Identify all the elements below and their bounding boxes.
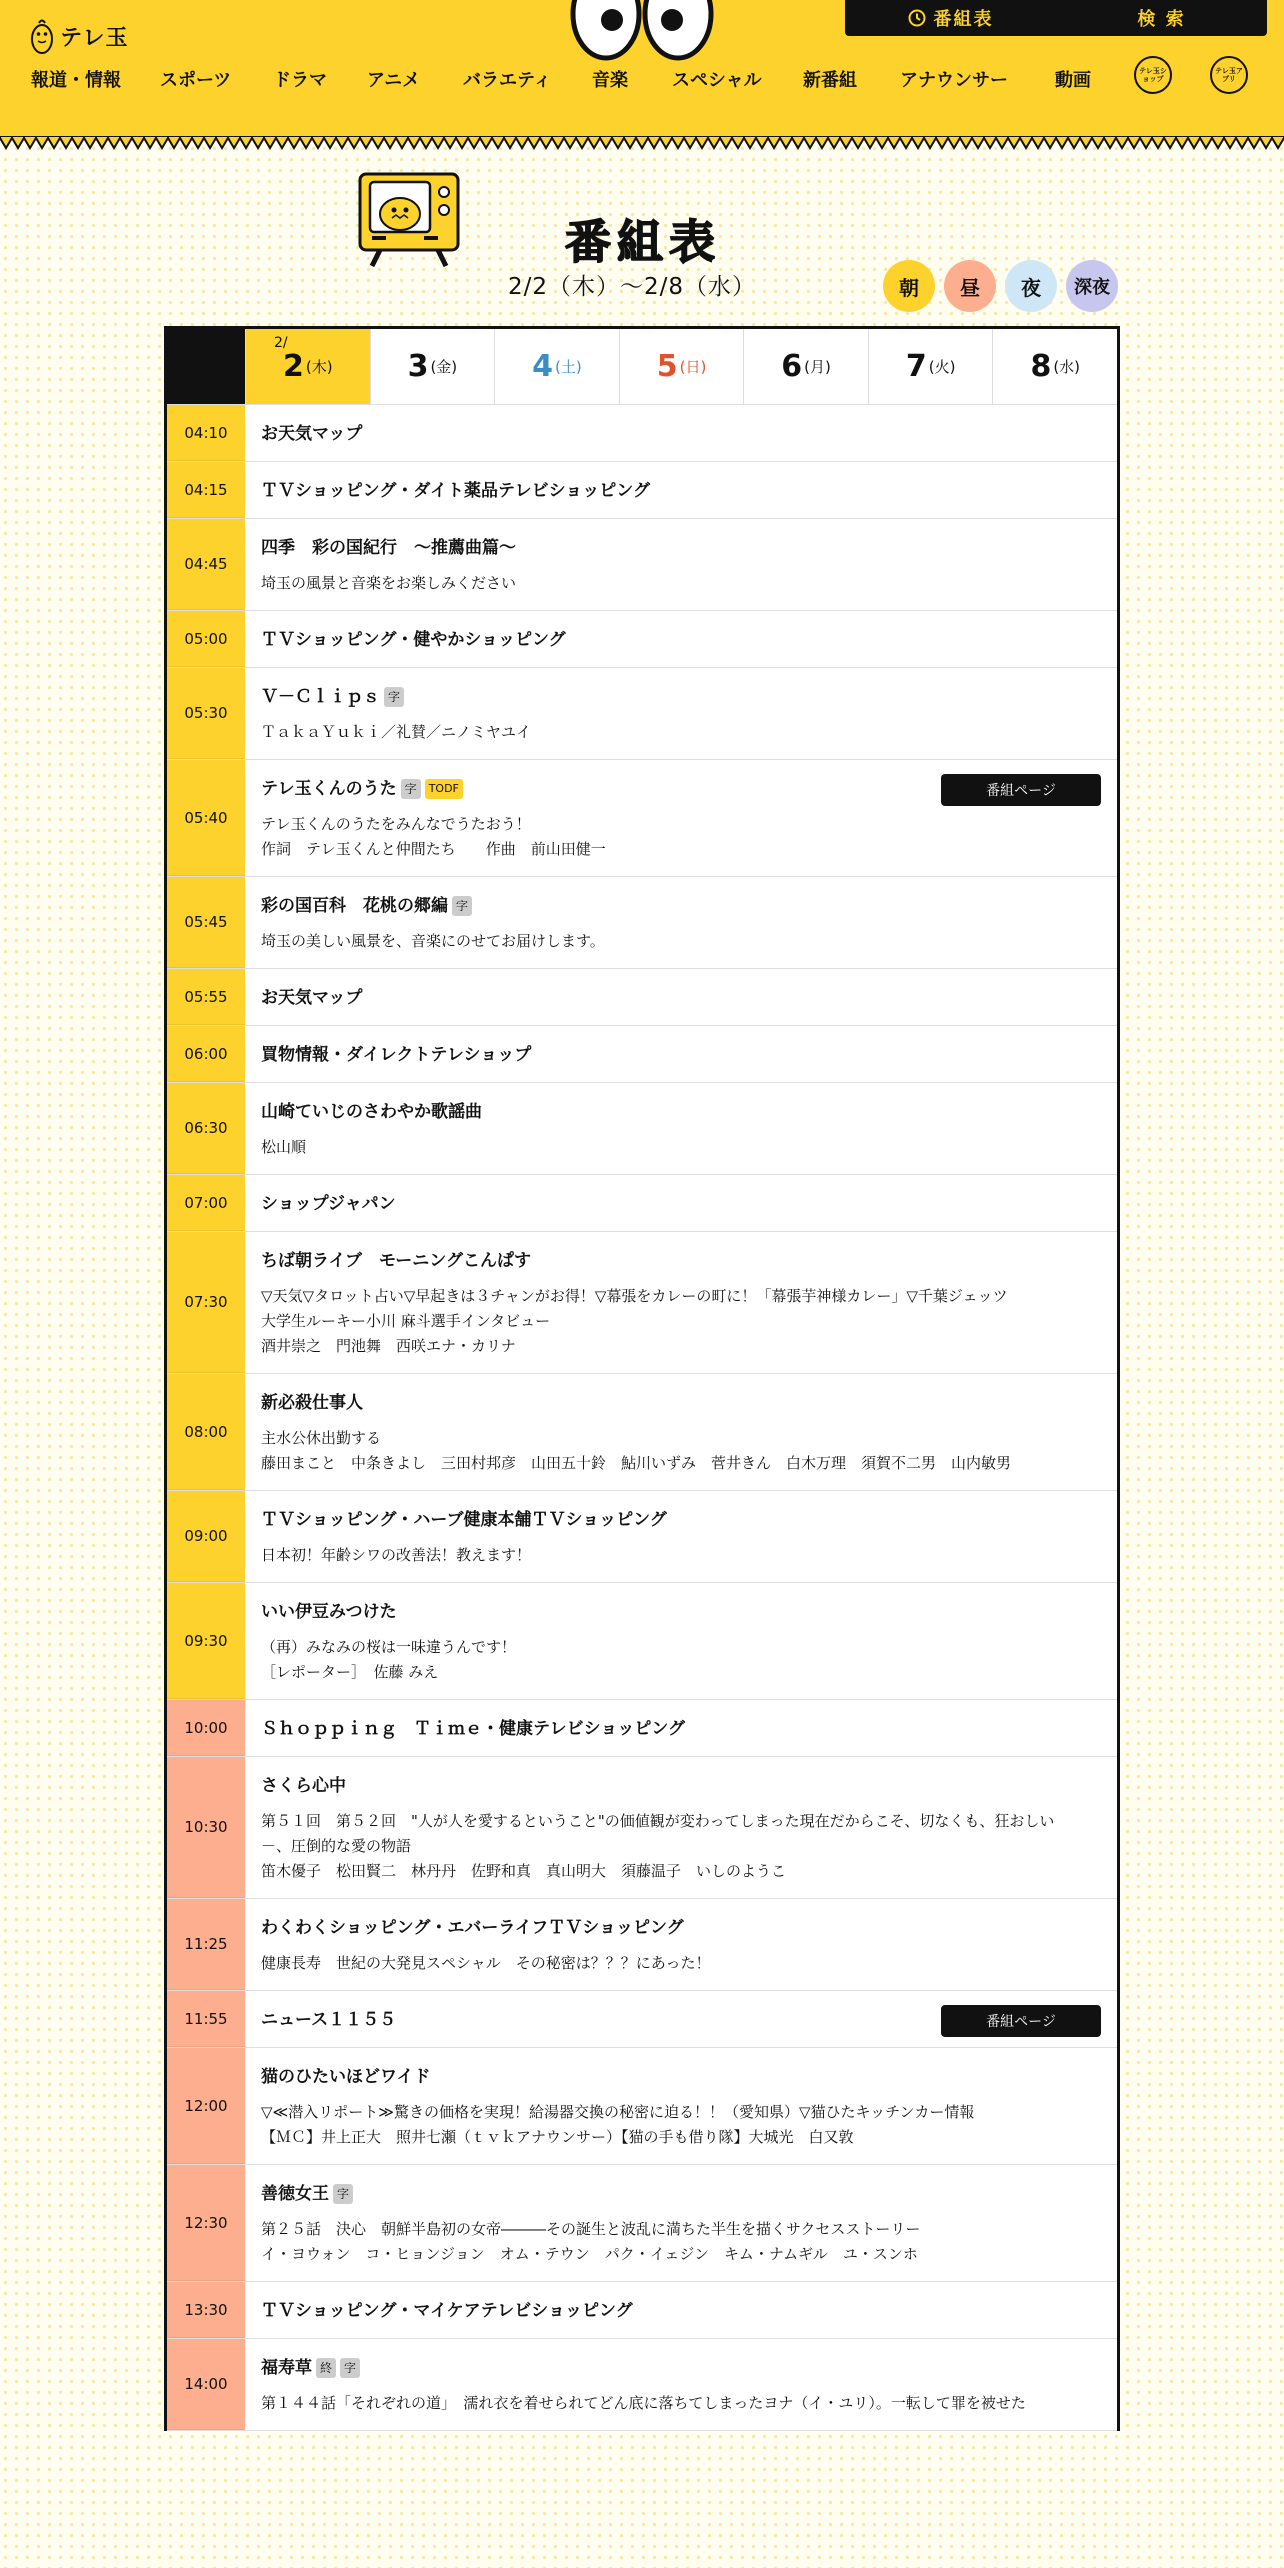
day-tab-number: 4 (532, 349, 554, 384)
program-row (167, 1757, 1117, 1899)
day-tab-3[interactable] (370, 329, 495, 404)
program-title[interactable] (261, 1507, 1099, 1533)
clock-icon (908, 9, 926, 27)
program-row (167, 1374, 1117, 1491)
time-of-day-label: 深夜 (1074, 277, 1110, 298)
program-body (245, 1374, 1117, 1490)
program-title[interactable] (261, 1773, 1099, 1799)
date-range: 2/2（木）〜2/8（水） (508, 274, 757, 300)
time-of-day-evening-button[interactable] (1005, 260, 1057, 312)
program-body (245, 668, 1117, 759)
time-of-day-morning-button[interactable] (883, 260, 935, 312)
day-tab-number: 6 (781, 349, 803, 384)
day-tabs (167, 329, 1117, 405)
program-title[interactable] (261, 684, 1099, 710)
tv-mascot-illustration (354, 168, 464, 268)
program-title-text: ＴＶショッピング・マイケアテレビショッピング (261, 2301, 633, 2321)
program-time: 05:40 (167, 760, 245, 876)
nav-item-variety[interactable]: バラエティ (463, 70, 552, 91)
todf-badge: TODF (425, 779, 463, 799)
program-description: ▽天気▽タロット占い▽早起きは３チャンがお得！▽幕張をカレーの町に！「幕張芋神様カレー」▽千葉ジェッツ 大学生ルーキー小川 麻斗選手インタビュー 酒井崇之 門池舞 西咲エナ・カリナ (261, 1287, 1008, 1355)
program-body (245, 1491, 1117, 1582)
program-body (245, 1899, 1117, 1990)
program-time: 09:30 (167, 1583, 245, 1699)
program-row (167, 1583, 1117, 1700)
program-body (245, 1583, 1117, 1699)
program-list (167, 405, 1117, 2431)
time-of-day-late-night-button[interactable] (1066, 260, 1118, 312)
page-title: 番組表 (565, 215, 721, 269)
program-title[interactable] (261, 535, 1099, 561)
schedule-button-label: 番組表 (933, 9, 994, 30)
day-tab-weekday: (金) (430, 358, 458, 376)
program-title[interactable] (261, 478, 1099, 504)
program-time: 07:00 (167, 1175, 245, 1231)
program-title-text: 山崎ていじのさわやか歌謡曲 (261, 1102, 482, 1122)
program-time: 12:00 (167, 2048, 245, 2164)
program-time: 11:25 (167, 1899, 245, 1990)
program-page-button[interactable]: 番組ページ (941, 774, 1101, 806)
day-tabs-corner (167, 329, 245, 404)
program-description: 健康長寿 世紀の大発見スペシャル その秘密は？？？にあった！ (261, 1954, 711, 1972)
program-badge: 字 (333, 2184, 353, 2204)
day-tab-weekday: (木) (305, 358, 333, 376)
day-tab-number: 8 (1030, 349, 1052, 384)
program-description: 第１４４話「それぞれの道」 濡れ衣を着せられてどん底に落ちてしまったヨナ（イ・ユリ）。一転して罪を被せた (261, 2394, 1026, 2412)
program-time: 11:55 (167, 1991, 245, 2047)
program-row (167, 2048, 1117, 2165)
day-tab-number: 7 (905, 349, 927, 384)
program-title[interactable] (261, 1915, 1099, 1941)
program-description: 日本初！年齢シワの改善法！教えます！ (261, 1546, 532, 1564)
program-time: 06:00 (167, 1026, 245, 1082)
program-row (167, 1026, 1117, 1083)
logo-text: テレ玉 (60, 25, 129, 51)
program-title-text: ニュース１１５５ (261, 2010, 397, 2030)
program-body (245, 2165, 1117, 2281)
program-title-text: Ｓｈｏｐｐｉｎｇ Ｔｉｍｅ・健康テレビショッピング (261, 1719, 685, 1739)
program-body (245, 2048, 1117, 2164)
program-badge: 字 (384, 687, 404, 707)
program-title-text: わくわくショッピング・エバーライフＴＶショッピング (261, 1918, 684, 1938)
program-time: 05:30 (167, 668, 245, 759)
nav-item-new-programs[interactable]: 新番組 (803, 70, 857, 91)
program-row (167, 1175, 1117, 1232)
time-of-day-noon-button[interactable] (944, 260, 996, 312)
nav-item-special[interactable]: スペシャル (672, 70, 762, 91)
program-title-text: 四季 彩の国紀行 ～推薦曲篇～ (261, 538, 516, 558)
program-time: 10:30 (167, 1757, 245, 1898)
program-body (245, 1026, 1117, 1082)
program-title-text: 買物情報・ダイレクトテレショップ (261, 1045, 532, 1065)
program-title[interactable] (261, 893, 1099, 919)
site-header (0, 0, 1284, 138)
program-row (167, 969, 1117, 1026)
program-title[interactable] (261, 421, 1099, 447)
program-time: 12:30 (167, 2165, 245, 2281)
program-row (167, 462, 1117, 519)
program-row (167, 2339, 1117, 2431)
program-time: 05:55 (167, 969, 245, 1025)
day-tab-number: 3 (407, 349, 429, 384)
day-tab-weekday: (水) (1053, 358, 1081, 376)
program-body (245, 1232, 1117, 1373)
program-time: 04:15 (167, 462, 245, 518)
program-time: 08:00 (167, 1374, 245, 1490)
day-tab-8[interactable] (992, 329, 1117, 404)
program-body (245, 2282, 1117, 2338)
program-row (167, 611, 1117, 668)
program-row (167, 1232, 1117, 1374)
program-description: 第２５話 決心 朝鮮半島初の女帝―――その誕生と波乱に満ちた半生を描くサクセスストーリー イ・ヨウォン コ・ヒョンジョン オム・テウン パク・イェジン キム・ナムギル ユ・スンホ (261, 2220, 921, 2263)
program-title-text: ＴＶショッピング・ハーブ健康本舗ＴＶショッピング (261, 1510, 667, 1530)
program-title[interactable] (261, 1191, 1099, 1217)
program-body (245, 969, 1117, 1025)
day-tab-weekday: (日) (679, 358, 707, 376)
program-time: 06:30 (167, 1083, 245, 1174)
program-row (167, 405, 1117, 462)
program-badge: 終 (316, 2358, 336, 2378)
program-row (167, 2282, 1117, 2339)
day-tab-number: 2 (282, 349, 304, 384)
program-description: 松山順 (261, 1138, 307, 1156)
mascot-eyes-icon (568, 0, 716, 62)
app-icon[interactable] (1210, 56, 1248, 94)
program-description: テレ玉くんのうたをみんなでうたおう！ 作詞 テレ玉くんと仲間たち 作曲 前山田健一 (261, 815, 606, 858)
program-body (245, 405, 1117, 461)
program-title-text: 彩の国百科 花桃の郷編 (261, 896, 448, 916)
program-title-text: 新必殺仕事人 (261, 1393, 363, 1413)
program-title[interactable] (261, 2064, 1099, 2090)
search-button-label: 検 索 (1137, 9, 1186, 30)
program-time: 14:00 (167, 2339, 245, 2430)
program-description: 埼玉の美しい風景を、音楽にのせてお届けします。 (261, 932, 605, 950)
program-body (245, 1175, 1117, 1231)
program-title-text: 福寿草 (261, 2358, 312, 2378)
program-body (245, 1083, 1117, 1174)
day-tab-month: 2/ (274, 335, 288, 351)
program-body (245, 462, 1117, 518)
program-row (167, 877, 1117, 969)
top-button-bar (845, 0, 1267, 36)
program-title[interactable] (261, 2181, 1099, 2207)
program-row (167, 668, 1117, 760)
day-tab-7[interactable] (868, 329, 993, 404)
program-body (245, 519, 1117, 610)
time-of-day-label: 朝 (899, 275, 919, 300)
program-row (167, 2165, 1117, 2282)
program-time: 10:00 (167, 1700, 245, 1756)
program-title[interactable] (261, 2298, 1099, 2324)
day-tab-5[interactable] (619, 329, 744, 404)
day-tab-6[interactable] (743, 329, 868, 404)
program-title-text: ＴＶショッピング・健やかショッピング (261, 630, 566, 650)
program-time: 13:30 (167, 2282, 245, 2338)
nav-item-anime[interactable]: アニメ (367, 70, 421, 91)
program-time: 05:45 (167, 877, 245, 968)
program-row (167, 760, 1117, 877)
day-tab-weekday: (月) (804, 358, 831, 376)
program-title-text: Ｖ－Ｃｌｉｐｓ (261, 687, 380, 707)
app-icon-label: テレ玉アプリ (1215, 67, 1243, 83)
program-row (167, 1899, 1117, 1991)
program-description: 主水公休出勤する 藤田まこと 中条きよし 三田村邦彦 山田五十鈴 鮎川いずみ 菅井きん 白木万理 須賀不二男 山内敏男 (261, 1429, 1012, 1472)
program-time: 09:00 (167, 1491, 245, 1582)
program-body (245, 877, 1117, 968)
program-badge: 字 (401, 779, 421, 799)
program-body (245, 1700, 1117, 1756)
program-title[interactable] (261, 627, 1099, 653)
program-title[interactable] (261, 985, 1099, 1011)
search-button[interactable] (1056, 0, 1267, 36)
program-title-text: いい伊豆みつけた (261, 1602, 397, 1622)
program-row (167, 1083, 1117, 1175)
teletama-mascot-icon (30, 17, 54, 55)
program-body (245, 2339, 1117, 2430)
program-badge: 字 (452, 896, 472, 916)
program-title[interactable] (261, 1248, 1099, 1274)
program-title[interactable] (261, 1716, 1099, 1742)
program-title-text: お天気マップ (261, 988, 363, 1008)
nav-item-videos[interactable]: 動画 (1055, 70, 1091, 91)
header-zigzag-border (0, 136, 1284, 150)
time-of-day-label: 昼 (960, 275, 980, 300)
nav-item-sports[interactable]: スポーツ (160, 70, 232, 91)
nav-item-drama[interactable]: ドラマ (273, 70, 327, 91)
shop-icon-label: テレ玉ショップ (1139, 67, 1167, 83)
program-description: （再）みなみの桜は一味違うんです！ ［レポーター］ 佐藤 みえ (261, 1638, 517, 1681)
nav-item-music[interactable]: 音楽 (592, 70, 628, 91)
program-title[interactable] (261, 1599, 1099, 1625)
program-row (167, 1700, 1117, 1757)
program-title-text: 猫のひたいほどワイド (261, 2067, 431, 2087)
day-tab-weekday: (土) (555, 358, 582, 376)
program-description: 第５１回 第５２回 "人が人を愛するということ"の価値観が変わってしまった現在だからこそ、切なくも、狂おしい －、圧倒的な愛の物語 笛木優子 松田賢二 林丹丹 佐野和真 真山明大 須藤温子 いしのようこ (261, 1812, 1055, 1880)
program-row (167, 519, 1117, 611)
program-title-text: 善徳女王 (261, 2184, 329, 2204)
schedule-table (164, 326, 1120, 2431)
program-description: ▽≪潜入リポート≫驚きの価格を実現！給湯器交換の秘密に迫る！！（愛知県）▽猫ひたキッチンカー情報 【ＭＣ】井上正大 照井七瀬（ｔｖｋアナウンサー）【猫の手も借り隊】大城光 白又敦 (261, 2103, 975, 2146)
program-body (245, 760, 1117, 876)
day-tab-4[interactable] (494, 329, 619, 404)
program-body (245, 1757, 1117, 1898)
program-title[interactable] (261, 1042, 1099, 1068)
program-description: 埼玉の風景と音楽をお楽しみください (261, 574, 517, 592)
time-of-day-label: 夜 (1021, 275, 1041, 300)
nav-item-news[interactable]: 報道・情報 (31, 70, 121, 91)
program-body (245, 1991, 1117, 2047)
nav-item-announcers[interactable]: アナウンサー (900, 70, 1008, 91)
shop-icon[interactable] (1134, 56, 1172, 94)
program-row (167, 1491, 1117, 1583)
schedule-button[interactable] (845, 0, 1056, 36)
program-body (245, 611, 1117, 667)
program-title-text: お天気マップ (261, 424, 363, 444)
program-title[interactable] (261, 2355, 1099, 2381)
program-page-button[interactable]: 番組ページ (941, 2005, 1101, 2037)
day-tab-2[interactable] (245, 329, 370, 404)
program-title[interactable] (261, 1099, 1099, 1125)
program-badge: 字 (340, 2358, 360, 2378)
program-time: 04:45 (167, 519, 245, 610)
program-title-text: テレ玉くんのうた (261, 779, 397, 799)
program-row (167, 1991, 1117, 2048)
program-time: 05:00 (167, 611, 245, 667)
program-title-text: ちば朝ライブ モーニングこんぱす (261, 1251, 531, 1271)
program-description: ＴａｋａＹｕｋｉ／礼賛／ニノミヤユイ (261, 723, 532, 741)
program-title-text: さくら心中 (261, 1776, 346, 1796)
day-tab-weekday: (火) (928, 358, 956, 376)
program-time: 07:30 (167, 1232, 245, 1373)
day-tab-number: 5 (656, 349, 678, 384)
site-logo[interactable] (30, 14, 129, 58)
program-title[interactable] (261, 1390, 1099, 1416)
program-time: 04:10 (167, 405, 245, 461)
program-title-text: ショップジャパン (261, 1194, 396, 1214)
program-title-text: ＴＶショッピング・ダイト薬品テレビショッピング (261, 481, 650, 501)
